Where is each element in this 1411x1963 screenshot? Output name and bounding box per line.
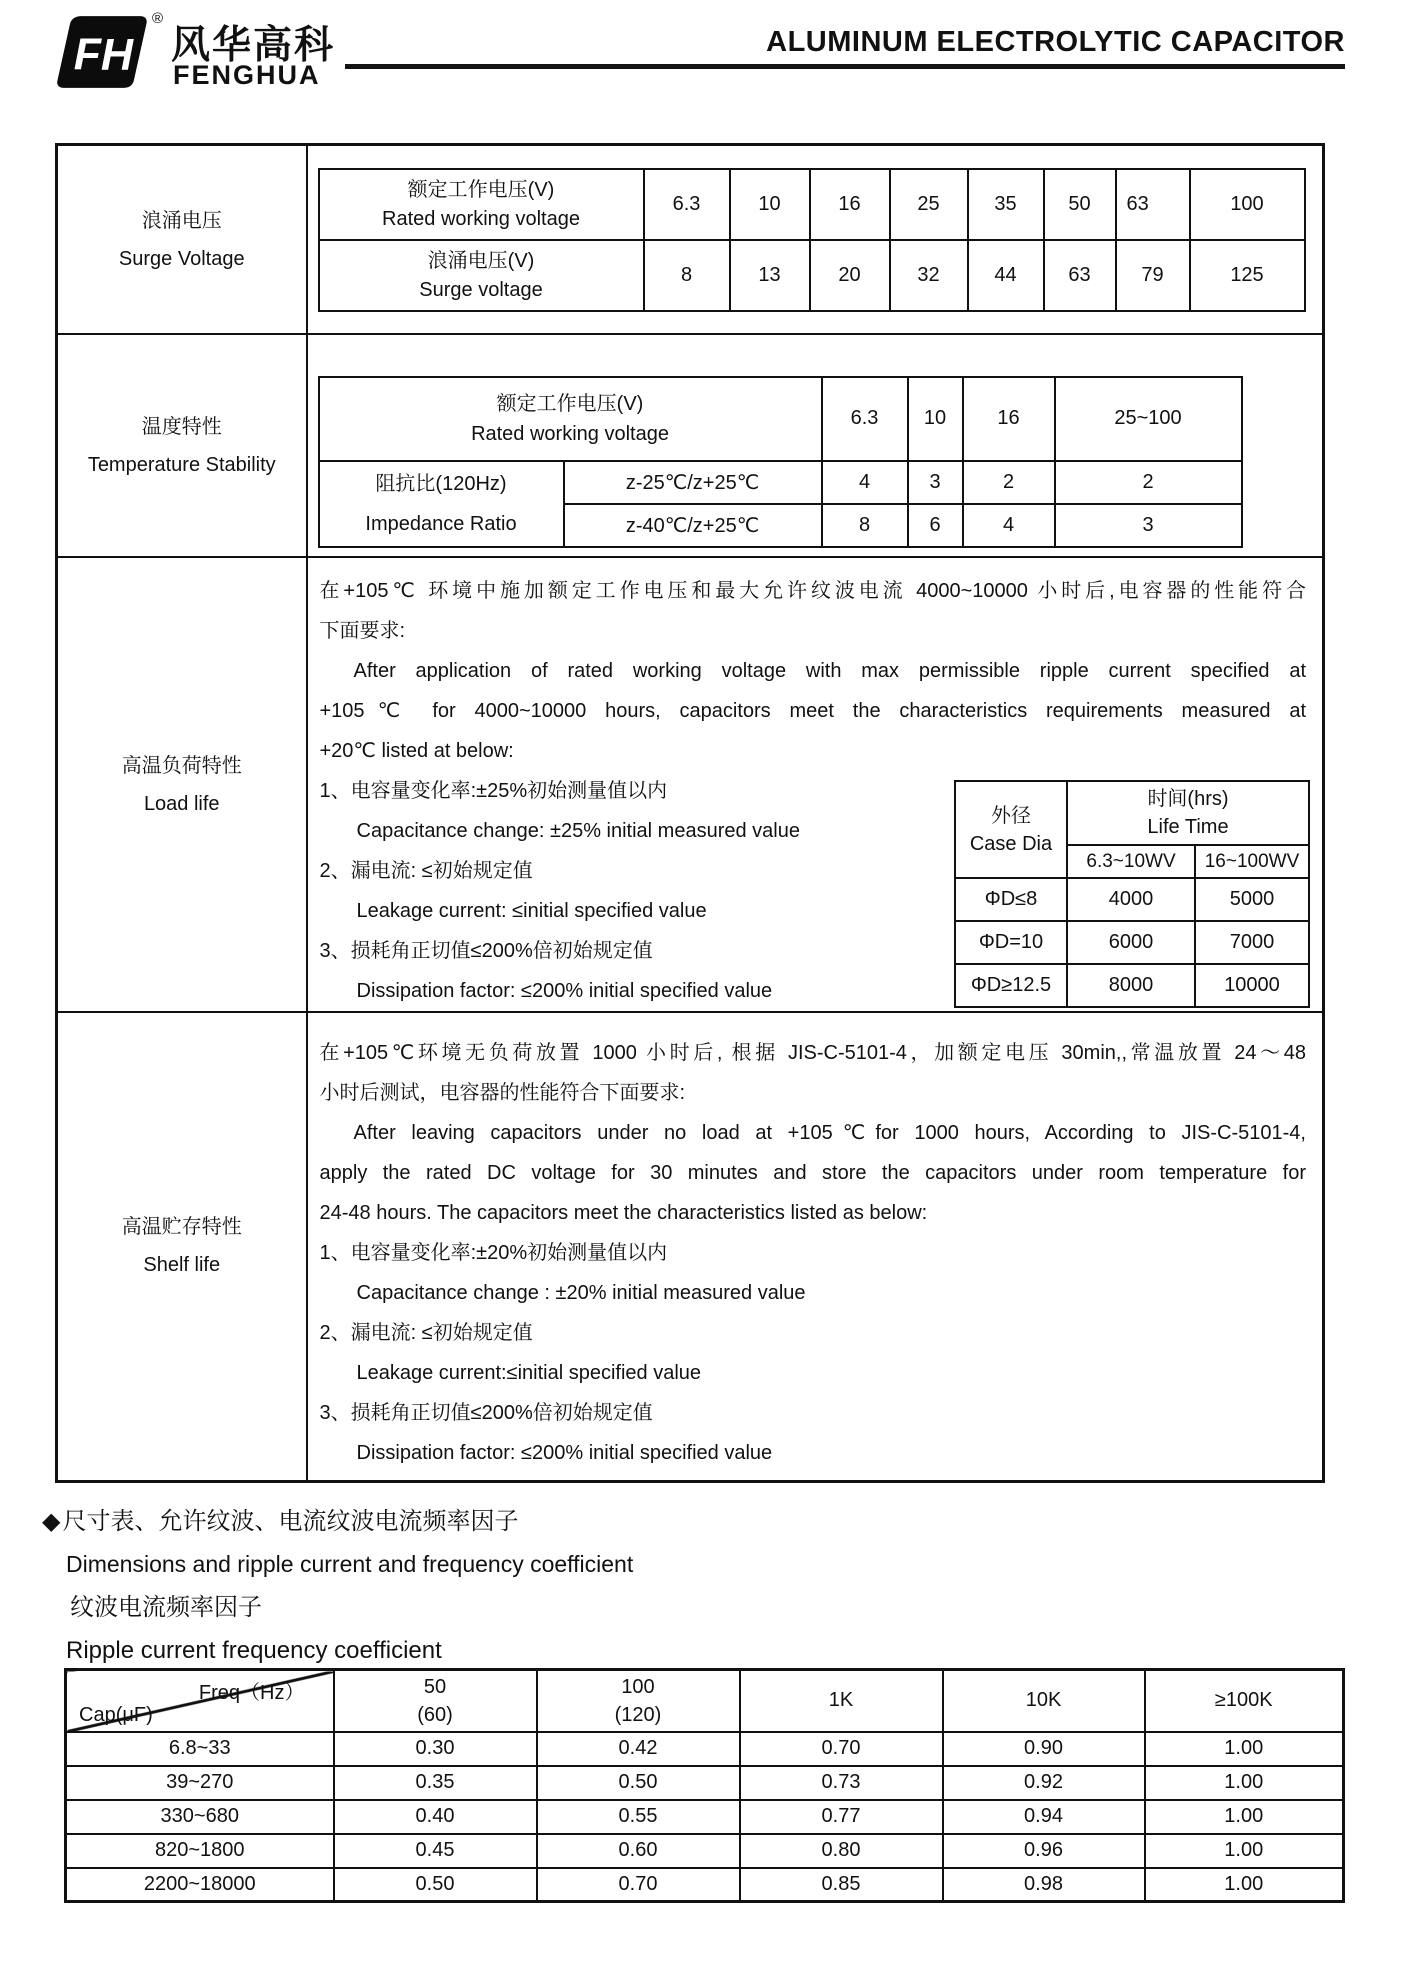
- coefficient-value: 1.00: [1145, 1800, 1344, 1834]
- life-hours-value: 4000: [1067, 878, 1195, 921]
- coefficient-value: 0.70: [740, 1732, 943, 1766]
- svg-text:FH: FH: [73, 30, 134, 80]
- rated-voltage-value: 63: [1116, 169, 1190, 240]
- ripple-subheading-en: Ripple current frequency coefficient: [66, 1637, 442, 1664]
- load-life-label-cell: [57, 557, 307, 1012]
- freq-column-header: 1K: [740, 1670, 943, 1732]
- coefficient-value: 0.85: [740, 1868, 943, 1902]
- temperature-content-cell: [307, 334, 1324, 557]
- surge-voltage-header: [319, 240, 644, 311]
- case-dia-header: [955, 781, 1067, 878]
- coefficient-value: 0.55: [537, 1800, 740, 1834]
- rated-voltage-value: 25: [890, 169, 968, 240]
- shelf-life-content-cell: [307, 1012, 1324, 1481]
- freq-value: 50: [423, 1675, 447, 1698]
- rated-voltage-header: [319, 377, 822, 461]
- cap-range: 6.8~33: [66, 1732, 334, 1766]
- list-item-en: Dissipation factor: ≤200% initial specified value: [356, 980, 773, 1002]
- dimensions-section: [42, 1500, 633, 1672]
- freq-column-header: ≥100K: [1145, 1670, 1344, 1732]
- rated-voltage-value: 100: [1190, 169, 1305, 240]
- life-time-header-cn: 时间(hrs): [1147, 788, 1229, 810]
- surge-voltage-value: 32: [890, 240, 968, 311]
- cap-range: 2200~18000: [66, 1868, 334, 1902]
- coefficient-value: 0.77: [740, 1800, 943, 1834]
- voltage-range: 6.3: [822, 377, 908, 461]
- coefficient-value: 0.96: [943, 1834, 1145, 1868]
- characteristics-table: [55, 143, 1325, 1483]
- list-item-cn: 2、漏电流: ≤初始规定值: [319, 860, 533, 882]
- coefficient-row: [66, 1868, 1344, 1902]
- coefficient-value: 1.00: [1145, 1868, 1344, 1902]
- frequency-header-row: [66, 1670, 1344, 1732]
- rated-voltage-header-en: Rated working voltage: [382, 207, 580, 230]
- coefficient-value: 0.80: [740, 1834, 943, 1868]
- freq-value: 100: [621, 1675, 655, 1698]
- z40-value: 6: [908, 504, 963, 547]
- shelf-life-label-en: Shelf life: [143, 1254, 221, 1277]
- z40-condition: z-40℃/z+25℃: [564, 504, 822, 547]
- load-life-content-cell: [307, 557, 1324, 1012]
- surge-voltage-header-cn: 浪涌电压(V): [427, 249, 535, 272]
- coefficient-row: [66, 1834, 1344, 1868]
- rated-voltage-value: 50: [1044, 169, 1116, 240]
- dimensions-heading-en: Dimensions and ripple current and frequency coefficient: [66, 1551, 634, 1577]
- registered-trademark-icon: ®: [152, 10, 164, 27]
- fenghua-logo: [55, 12, 485, 98]
- rated-voltage-value: 6.3: [644, 169, 730, 240]
- case-dia-value: ΦD≤8: [955, 878, 1067, 921]
- coefficient-value: 0.50: [334, 1868, 537, 1902]
- temperature-label-en: Temperature Stability: [87, 453, 276, 476]
- coefficient-value: 1.00: [1145, 1766, 1344, 1800]
- z40-value: 8: [822, 504, 908, 547]
- temperature-stability-row: [57, 334, 1324, 557]
- coefficient-value: 0.90: [943, 1732, 1145, 1766]
- coefficient-value: 0.60: [537, 1834, 740, 1868]
- coefficient-value: 0.30: [334, 1732, 537, 1766]
- life-hours-value: 10000: [1195, 964, 1309, 1007]
- brand-name-en: FENGHUA: [173, 60, 321, 90]
- list-item-en: Leakage current:≤initial specified value: [356, 1361, 702, 1384]
- cap-range: 820~1800: [66, 1834, 334, 1868]
- life-hours-value: 7000: [1195, 921, 1309, 964]
- rated-voltage-row: [319, 169, 1305, 240]
- z40-value: 3: [1055, 504, 1242, 547]
- surge-voltage-label-cn: 浪涌电压: [141, 209, 222, 232]
- shelf-life-en-line: 24-48 hours. The capacitors meet the characteristics listed as below:: [319, 1201, 928, 1224]
- title-underline: [345, 64, 1345, 69]
- coefficient-value: 0.45: [334, 1834, 537, 1868]
- cap-range: 39~270: [66, 1766, 334, 1800]
- surge-voltage-value: 8: [644, 240, 730, 311]
- coefficient-value: 1.00: [1145, 1834, 1344, 1868]
- surge-voltage-label-en: Surge Voltage: [118, 247, 245, 270]
- coefficient-value: 0.73: [740, 1766, 943, 1800]
- life-time-header: [1067, 781, 1309, 845]
- brand-name-cn: 风华高科: [171, 24, 336, 67]
- coefficient-value: 0.42: [537, 1732, 740, 1766]
- dimensions-heading-cn-text: 尺寸表、允许纹波、电流纹波电流频率因子: [62, 1508, 519, 1535]
- surge-voltage-value: 44: [968, 240, 1044, 311]
- page-title: ALUMINUM ELECTROLYTIC CAPACITOR: [766, 26, 1345, 58]
- z25-value: 3: [908, 461, 963, 504]
- freq-column-header: [537, 1670, 740, 1732]
- shelf-life-text: [308, 1020, 1323, 1473]
- list-item-cn: 1、电容量变化率:±25%初始测量值以内: [319, 780, 668, 802]
- load-life-cn-line: 下面要求:: [319, 620, 406, 642]
- case-dia-header-en: Case Dia: [969, 832, 1053, 855]
- list-item-cn: 3、损耗角正切值≤200%倍初始规定值: [319, 940, 653, 962]
- list-item-en: Capacitance change: ±25% initial measured value: [356, 820, 800, 842]
- rated-voltage-value: 16: [810, 169, 890, 240]
- surge-voltage-value: 20: [810, 240, 890, 311]
- freq-alt-value: (120): [614, 1703, 662, 1726]
- voltage-band-low: 6.3~10WV: [1067, 845, 1195, 878]
- impedance-ratio-label-en: Impedance Ratio: [365, 512, 517, 535]
- list-item-cn: 2、漏电流: ≤初始规定值: [319, 1321, 533, 1344]
- impedance-ratio-label: [319, 461, 564, 547]
- list-item-cn: 3、损耗角正切值≤200%倍初始规定值: [319, 1401, 653, 1424]
- rated-voltage-header-cn: 额定工作电压(V): [496, 392, 644, 415]
- ripple-subheading-cn: 纹波电流频率因子: [70, 1594, 262, 1621]
- fenghua-logo-mark-icon: [55, 14, 147, 90]
- surge-value-row: [319, 240, 1305, 311]
- list-item-en: Capacitance change : ±20% initial measured value: [356, 1281, 806, 1304]
- load-life-label-cn: 高温负荷特性: [121, 754, 242, 777]
- diamond-icon: ◆: [42, 1508, 61, 1535]
- impedance-ratio-label-cn: 阻抗比(120Hz): [375, 472, 507, 495]
- shelf-life-row: [57, 1012, 1324, 1481]
- voltage-range: 10: [908, 377, 963, 461]
- impedance-ratio-table: [318, 376, 1243, 548]
- coefficient-row: [66, 1800, 1344, 1834]
- coefficient-row: [66, 1732, 1344, 1766]
- load-life-en-line: +105℃ for 4000~10000 hours, capacitors meet the characteristics requirements measured at: [319, 700, 1306, 722]
- coefficient-row: [66, 1766, 1344, 1800]
- voltage-range: 25~100: [1055, 377, 1242, 461]
- surge-voltage-value: 79: [1116, 240, 1190, 311]
- z25-value: 2: [1055, 461, 1242, 504]
- coefficient-value: 0.98: [943, 1868, 1145, 1902]
- z25-value: 4: [822, 461, 908, 504]
- life-time-table: [954, 780, 1310, 1008]
- coefficient-value: 0.70: [537, 1868, 740, 1902]
- load-life-en-line: After application of rated working voltage with max permissible ripple current specified at: [353, 660, 1306, 682]
- freq-column-header: 10K: [943, 1670, 1145, 1732]
- life-time-header-row: [955, 781, 1309, 845]
- coefficient-value: 0.92: [943, 1766, 1145, 1800]
- life-time-header-en: Life Time: [1147, 816, 1229, 838]
- load-life-cn-line: 在+105℃ 环境中施加额定工作电压和最大允许纹波电流 4000~10000 小时后,电容器的性能符合: [319, 580, 1306, 602]
- load-life-label-en: Load life: [143, 792, 220, 815]
- freq-column-header: [334, 1670, 537, 1732]
- surge-voltage-label-cell: [57, 145, 307, 335]
- voltage-band-high: 16~100WV: [1195, 845, 1309, 878]
- cap-range: 330~680: [66, 1800, 334, 1834]
- rated-voltage-value: 35: [968, 169, 1044, 240]
- freq-cap-corner-cell: [66, 1670, 334, 1732]
- coefficient-value: 1.00: [1145, 1732, 1344, 1766]
- freq-axis-label: Freq（Hz）: [198, 1682, 305, 1704]
- life-time-data-row: [955, 921, 1309, 964]
- shelf-life-label-cn: 高温贮存特性: [121, 1216, 242, 1239]
- life-time-data-row: [955, 878, 1309, 921]
- case-dia-value: ΦD=10: [955, 921, 1067, 964]
- coefficient-value: 0.40: [334, 1800, 537, 1834]
- life-hours-value: 8000: [1067, 964, 1195, 1007]
- surge-voltage-content-cell: [307, 145, 1324, 335]
- rated-voltage-header-en: Rated working voltage: [471, 422, 669, 445]
- z25-condition: z-25℃/z+25℃: [564, 461, 822, 504]
- shelf-life-cn-line: 小时后测试，电容器的性能符合下面要求:: [319, 1081, 686, 1104]
- list-item-en: Dissipation factor: ≤200% initial specified value: [356, 1441, 773, 1464]
- list-item-cn: 1、电容量变化率:±20%初始测量值以内: [319, 1241, 668, 1264]
- coefficient-value: 0.94: [943, 1800, 1145, 1834]
- frequency-coefficient-table: [64, 1668, 1345, 1903]
- freq-alt-value: (60): [417, 1703, 453, 1726]
- life-hours-value: 6000: [1067, 921, 1195, 964]
- shelf-life-cn-line: 在+105℃环境无负荷放置 1000 小时后, 根据 JIS-C-5101-4，加额定电压 30min,,常温放置 24～48: [319, 1041, 1306, 1064]
- temperature-label-cn: 温度特性: [141, 415, 222, 438]
- rated-voltage-header-row: [319, 377, 1242, 461]
- rated-voltage-header: [319, 169, 644, 240]
- z40-value: 4: [963, 504, 1055, 547]
- shelf-life-label-cell: [57, 1012, 307, 1481]
- coefficient-value: 0.35: [334, 1766, 537, 1800]
- shelf-life-en-line: After leaving capacitors under no load at +105℃for 1000 hours, According to JIS-C-5101-4,: [353, 1121, 1306, 1144]
- load-life-en-line: +20℃ listed at below:: [319, 740, 514, 762]
- life-time-data-row: [955, 964, 1309, 1007]
- life-hours-value: 5000: [1195, 878, 1309, 921]
- surge-voltage-table: [318, 168, 1306, 312]
- rated-voltage-header-cn: 额定工作电压(V): [407, 178, 555, 201]
- case-dia-header-cn: 外径: [991, 804, 1031, 827]
- surge-voltage-row: [57, 145, 1324, 335]
- surge-voltage-value: 13: [730, 240, 810, 311]
- surge-voltage-header-en: Surge voltage: [419, 278, 543, 301]
- surge-voltage-value: 125: [1190, 240, 1305, 311]
- impedance-z25-row: [319, 461, 1242, 504]
- coefficient-value: 0.50: [537, 1766, 740, 1800]
- rated-voltage-value: 10: [730, 169, 810, 240]
- cap-axis-label: Cap(μF): [79, 1703, 153, 1726]
- load-life-row: [57, 557, 1324, 1012]
- load-life-items: [320, 771, 960, 1011]
- voltage-range: 16: [963, 377, 1055, 461]
- surge-voltage-value: 63: [1044, 240, 1116, 311]
- list-item-en: Leakage current: ≤initial specified value: [356, 900, 707, 922]
- shelf-life-en-line: apply the rated DC voltage for 30 minutes and store the capacitors under room temperature for: [319, 1161, 1306, 1184]
- dimensions-heading-cn: [42, 1500, 633, 1543]
- temperature-label-cell: [57, 334, 307, 557]
- case-dia-value: ΦD≥12.5: [955, 964, 1067, 1007]
- z25-value: 2: [963, 461, 1055, 504]
